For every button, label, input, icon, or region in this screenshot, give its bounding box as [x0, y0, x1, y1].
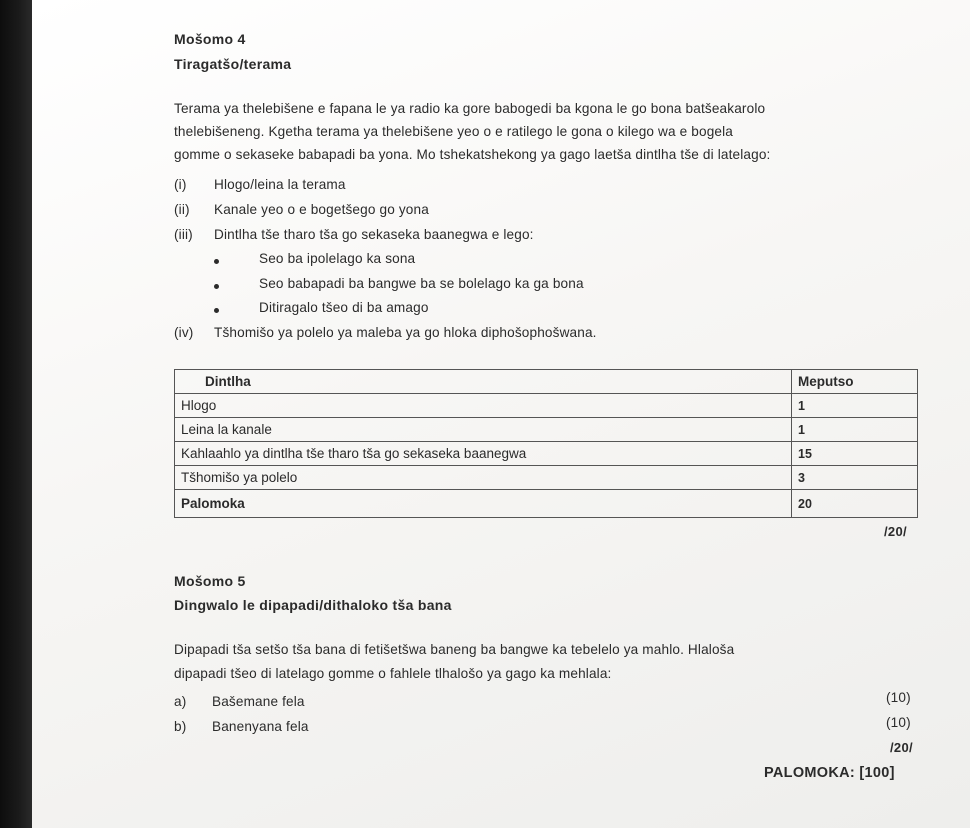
table-row	[175, 466, 918, 490]
task4-paragraph-line: Terama ya thelebišene e fapana le ya radio ka gore babogedi ba kgona le go bona batšeakarolo	[174, 101, 766, 116]
table-cell: Kahlaahlo ya dintlha tše tharo tša go sekaseka baanegwa	[175, 442, 792, 466]
task5-paragraph-line: dipapadi tšeo di latelago gomme o fahlele tlhalošo ya gago ka mehlala:	[174, 666, 612, 681]
table-cell: 15	[792, 442, 918, 466]
item-text: Hlogo/leina la terama	[214, 177, 346, 192]
task4-paragraph-line: gomme o sekaseke babapadi ba yona. Mo tshekatshekong ya gago laetša dintlha tše di latelago:	[174, 147, 771, 162]
item-marks: (10)	[886, 690, 911, 705]
marks-table	[174, 369, 918, 518]
table-cell: 3	[792, 466, 918, 490]
task4-paragraph-line: thelebišeneng. Kgetha terama ya thelebišene yeo o e ratilego le gona o kilego wa e bogela	[174, 124, 733, 139]
item-number: (i)	[174, 177, 187, 192]
table-cell: 20	[792, 490, 918, 518]
item-text: Tšhomišo ya polelo ya maleba ya go hloka diphošophošwana.	[214, 325, 597, 340]
table-header: Dintlha	[175, 370, 792, 394]
table-header: Meputso	[792, 370, 918, 394]
item-number: (ii)	[174, 202, 190, 217]
bullet-icon	[214, 284, 219, 289]
task4-score: /20/	[884, 524, 907, 539]
table-cell: Leina la kanale	[175, 418, 792, 442]
bullet-icon	[214, 259, 219, 264]
bullet-text: Seo ba ipolelago ka sona	[259, 251, 416, 266]
item-number: (iv)	[174, 325, 194, 340]
item-marks: (10)	[886, 715, 911, 730]
item-number: a)	[174, 694, 187, 709]
table-cell: 1	[792, 394, 918, 418]
task5-score: /20/	[890, 740, 913, 755]
task4-heading: Mošomo 4	[174, 31, 246, 47]
table-row	[175, 442, 918, 466]
item-text: Banenyana fela	[212, 719, 309, 734]
table-cell: Tšhomišo ya polelo	[175, 466, 792, 490]
grand-total: PALOMOKA: [100]	[764, 765, 895, 781]
table-cell: 1	[792, 418, 918, 442]
task4-subheading: Tiragatšo/terama	[174, 56, 292, 72]
item-number: (iii)	[174, 227, 193, 242]
table-cell: Palomoka	[175, 490, 792, 518]
monitor-bezel	[0, 0, 32, 828]
table-row	[175, 394, 918, 418]
item-text: Kanale yeo o e bogetšego go yona	[214, 202, 429, 217]
bullet-text: Seo babapadi ba bangwe ba se bolelago ka ga bona	[259, 276, 584, 291]
table-row	[175, 418, 918, 442]
document-page	[32, 0, 970, 828]
table-header-row	[175, 370, 918, 394]
table-cell: Hlogo	[175, 394, 792, 418]
task5-paragraph-line: Dipapadi tša setšo tša bana di fetišetšwa baneng ba bangwe ka tebelelo ya mahlo. Hlaloša	[174, 642, 735, 657]
item-number: b)	[174, 719, 187, 734]
task5-heading: Mošomo 5	[174, 573, 246, 589]
bullet-icon	[214, 308, 219, 313]
bullet-text: Ditiragalo tšeo di ba amago	[259, 300, 429, 315]
item-text: Bašemane fela	[212, 694, 305, 709]
task5-subheading: Dingwalo le dipapadi/dithaloko tša bana	[174, 597, 452, 613]
table-total-row	[175, 490, 918, 518]
item-text: Dintlha tše tharo tša go sekaseka baanegwa e lego:	[214, 227, 534, 242]
